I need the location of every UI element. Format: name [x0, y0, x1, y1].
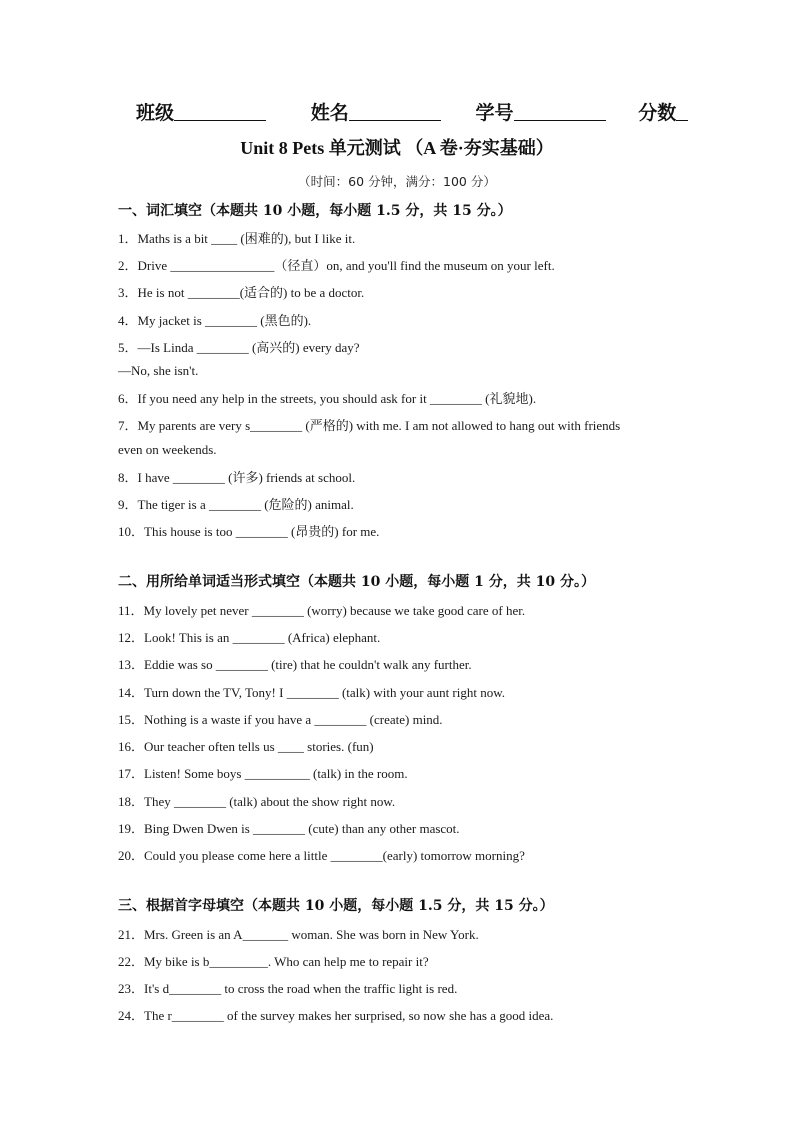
- page-title: Unit 8 Pets 单元测试 （A 卷·夯实基础）: [240, 138, 554, 158]
- question-1: 1．Maths is a bit ____ (困难的), but I like it.: [118, 231, 356, 246]
- section-1-heading: 一、词汇填空（本题共 10 小题，每小题 1.5 分，共 15 分。）: [118, 203, 512, 219]
- question-10: 10．This house is too ________ (昂贵的) for me.: [118, 524, 380, 539]
- section-2-heading: 二、用所给单词适当形式填空（本题共 10 小题，每小题 1 分，共 10 分。）: [118, 574, 595, 590]
- question-14: 14．Turn down the TV, Tony! I ________ (talk) with your aunt right now.: [118, 685, 506, 700]
- name-label: 姓名: [310, 103, 349, 124]
- question-16: 16．Our teacher often tells us ____ stories. (fun): [118, 739, 374, 754]
- question-20: 20．Could you please come here a little ________(early) tomorrow morning?: [118, 848, 525, 863]
- question-7: 7．My parents are very s________ (严格的) with me. I am not allowed to hang out with friends: [118, 418, 621, 433]
- question-8: 8．I have ________ (许多) friends at school.: [118, 470, 356, 485]
- question-5-answer: —No, she isn't.: [118, 363, 199, 378]
- question-22: 22．My bike is b_________. Who can help me to repair it?: [118, 954, 429, 969]
- score-label: 分数: [638, 103, 677, 124]
- id-field: [476, 98, 606, 125]
- question-5: 5．—Is Linda ________ (高兴的) every day?: [118, 340, 360, 355]
- question-12: 12．Look! This is an ________ (Africa) elephant.: [118, 630, 381, 645]
- id-blank[interactable]: [514, 104, 606, 121]
- question-23: 23．It's d________ to cross the road when the traffic light is red.: [118, 981, 458, 996]
- question-17: 17．Listen! Some boys __________ (talk) in the room.: [118, 766, 408, 781]
- question-21: 21．Mrs. Green is an A_______ woman. She was born in New York.: [118, 927, 479, 942]
- question-24: 24．The r________ of the survey makes her surprised, so now she has a good idea.: [118, 1008, 554, 1023]
- question-9: 9．The tiger is a ________ (危险的) animal.: [118, 497, 354, 512]
- section-3-heading: 三、根据首字母填空（本题共 10 小题，每小题 1.5 分，共 15 分。）: [118, 898, 554, 914]
- student-info-line: [136, 98, 696, 125]
- question-7-continued: even on weekends.: [118, 442, 217, 457]
- question-13: 13．Eddie was so ________ (tire) that he couldn't walk any further.: [118, 657, 472, 672]
- question-6: 6．If you need any help in the streets, you should ask for it ________ (礼貌地).: [118, 391, 537, 406]
- question-15: 15．Nothing is a waste if you have a ________ (create) mind.: [118, 712, 443, 727]
- name-field: [311, 98, 441, 125]
- question-2: 2．Drive ________________（径直）on, and you'll find the museum on your left.: [118, 258, 555, 273]
- class-blank[interactable]: [174, 104, 266, 121]
- score-blank[interactable]: [676, 104, 688, 121]
- name-blank[interactable]: [349, 104, 441, 121]
- exam-info: （时间：60 分钟，满分：100 分）: [298, 174, 496, 189]
- question-3: 3．He is not ________(适合的) to be a doctor.: [118, 285, 365, 300]
- question-19: 19．Bing Dwen Dwen is ________ (cute) than any other mascot.: [118, 821, 460, 836]
- score-field: [638, 98, 688, 125]
- question-4: 4．My jacket is ________ (黑色的).: [118, 313, 312, 328]
- id-label: 学号: [475, 103, 514, 124]
- class-field: [136, 98, 266, 125]
- question-18: 18．They ________ (talk) about the show right now.: [118, 794, 396, 809]
- class-label: 班级: [136, 103, 175, 124]
- question-11: 11．My lovely pet never ________ (worry) because we take good care of her.: [118, 603, 526, 618]
